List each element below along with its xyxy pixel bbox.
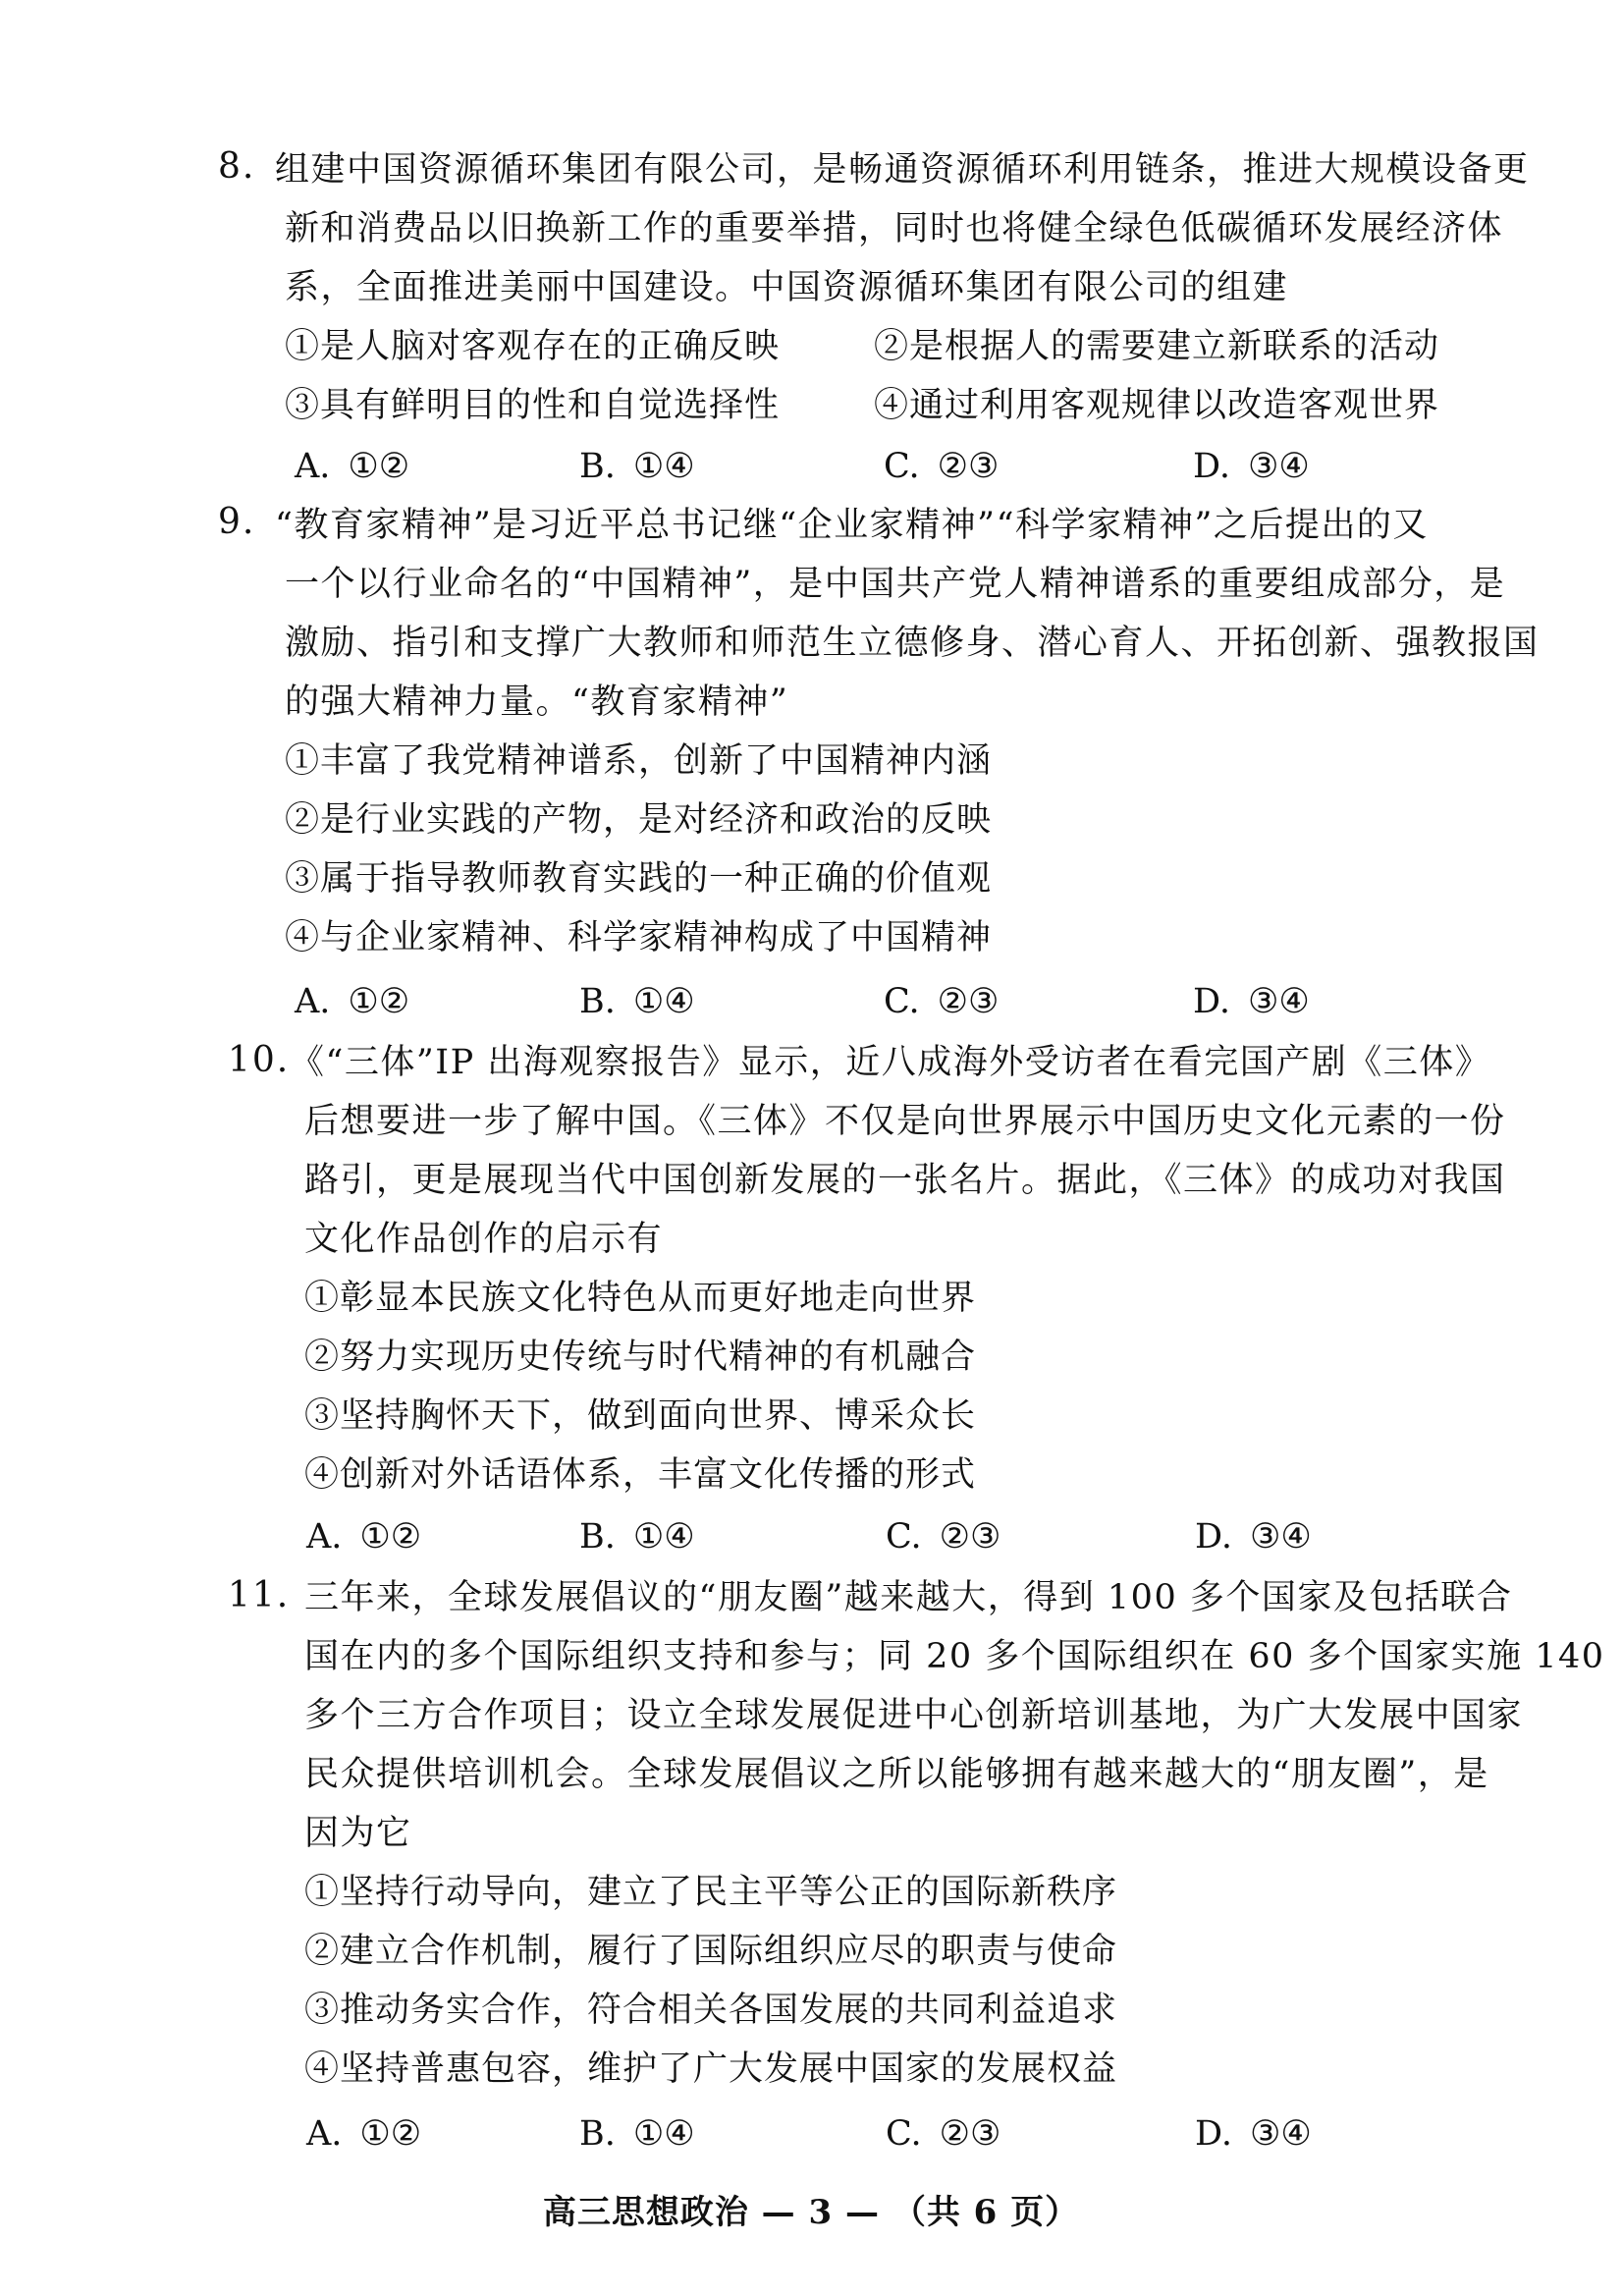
answer-choice-d: D. ③④ xyxy=(1193,447,1310,486)
option-item: ②努力实现历史传统与时代精神的有机融合 xyxy=(304,1338,977,1377)
answer-choice-a: A. ①② xyxy=(306,2114,422,2154)
question-stem-line: 组建中国资源循环集团有限公司，是畅通资源循环利用链条，推进大规模设备更 xyxy=(275,150,1530,190)
question-stem-line: 三年来，全球发展倡议的“朋友圈”越来越大，得到 100 多个国家及包括联合 xyxy=(304,1578,1513,1617)
option-item: ②建立合作机制，履行了国际组织应尽的职责与使命 xyxy=(304,1932,1118,1971)
option-row xyxy=(285,317,1532,376)
option-item: ①坚持行动导向，建立了民主平等公正的国际新秩序 xyxy=(304,1873,1118,1912)
answer-choice-d: D. ③④ xyxy=(1195,1517,1312,1557)
question-stem-line: 后想要进一步了解中国。《三体》不仅是向世界展示中国历史文化元素的一份 xyxy=(304,1102,1506,1141)
question-stem-line: “教育家精神”是习近平总书记继“企业家精神”“科学家精神”之后提出的又 xyxy=(275,506,1429,545)
question-number: 8. xyxy=(218,146,256,187)
question-number: 11. xyxy=(228,1575,291,1615)
question-stem-line: 新和消费品以旧换新工作的重要举措，同时也将健全绿色低碳循环发展经济体 xyxy=(285,209,1504,248)
answer-choice-c: C. ②③ xyxy=(884,982,1000,1021)
option-item: ③坚持胸怀天下，做到面向世界、博采众长 xyxy=(304,1396,977,1436)
answer-choice-b: B. ①④ xyxy=(579,447,695,486)
question-stem-line: 民众提供培训机会。全球发展倡议之所以能够拥有越来越大的“朋友圈”，是 xyxy=(304,1755,1489,1794)
question-stem-line: 的强大精神力量。“教育家精神” xyxy=(285,683,789,722)
option-item: ②是根据人的需要建立新联系的活动 xyxy=(874,327,1440,366)
question-stem-line: 因为它 xyxy=(304,1814,412,1853)
question-stem-line: 国在内的多个国际组织支持和参与；同 20 多个国际组织在 60 多个国家实施 140 xyxy=(304,1637,1605,1676)
option-item: ③推动务实合作，符合相关各国发展的共同利益追求 xyxy=(304,1991,1118,2030)
option-item: ④创新对外话语体系，丰富文化传播的形式 xyxy=(304,1455,977,1495)
answer-choice-c: C. ②③ xyxy=(886,2114,1001,2154)
answer-choice-c: C. ②③ xyxy=(884,447,1000,486)
question-stem-line: 一个以行业命名的“中国精神”，是中国共产党人精神谱系的重要组成部分，是 xyxy=(285,565,1506,604)
option-item: ①彰显本民族文化特色从而更好地走向世界 xyxy=(304,1279,977,1318)
question-stem-line: 系，全面推进美丽中国建设。中国资源循环集团有限公司的组建 xyxy=(285,268,1289,307)
option-row xyxy=(285,376,1532,435)
question-stem-line: 文化作品创作的启示有 xyxy=(304,1220,664,1259)
option-item: ④坚持普惠包容，维护了广大发展中国家的发展权益 xyxy=(304,2050,1118,2089)
question-number: 9. xyxy=(218,502,256,542)
answer-choice-a: A. ①② xyxy=(295,447,410,486)
question-stem-line: 路引，更是展现当代中国创新发展的一张名片。据此，《三体》的成功对我国 xyxy=(304,1161,1506,1200)
option-item: ③属于指导教师教育实践的一种正确的价值观 xyxy=(285,859,993,899)
option-item: ③具有鲜明目的性和自觉选择性 xyxy=(285,386,781,425)
answer-choice-a: A. ①② xyxy=(295,982,410,1021)
question-stem-line: 《“三体”IP 出海观察报告》显示，近八成海外受访者在看完国产剧《三体》 xyxy=(290,1043,1491,1082)
option-item: ④与企业家精神、科学家精神构成了中国精神 xyxy=(285,918,993,957)
answer-choice-a: A. ①② xyxy=(306,1517,422,1557)
answer-choice-b: B. ①④ xyxy=(579,2114,695,2154)
question-number: 10. xyxy=(228,1040,291,1080)
question-stem-line: 激励、指引和支撑广大教师和师范生立德修身、潜心育人、开拓创新、强教报国 xyxy=(285,624,1540,663)
answer-choice-d: D. ③④ xyxy=(1195,2114,1312,2154)
answer-choice-d: D. ③④ xyxy=(1193,982,1310,1021)
option-item: ①是人脑对客观存在的正确反映 xyxy=(285,327,781,366)
answer-choice-b: B. ①④ xyxy=(579,1517,695,1557)
answer-choice-c: C. ②③ xyxy=(886,1517,1001,1557)
option-item: ①丰富了我党精神谱系，创新了中国精神内涵 xyxy=(285,741,993,781)
option-item: ④通过利用客观规律以改造客观世界 xyxy=(874,386,1440,425)
question-stem-line: 多个三方合作项目；设立全球发展促进中心创新培训基地，为广大发展中国家 xyxy=(304,1696,1524,1735)
answer-choice-b: B. ①④ xyxy=(579,982,695,1021)
option-item: ②是行业实践的产物，是对经济和政治的反映 xyxy=(285,800,993,840)
page-footer: 高三思想政治 — 3 — （共 6 页） xyxy=(542,2193,1080,2232)
